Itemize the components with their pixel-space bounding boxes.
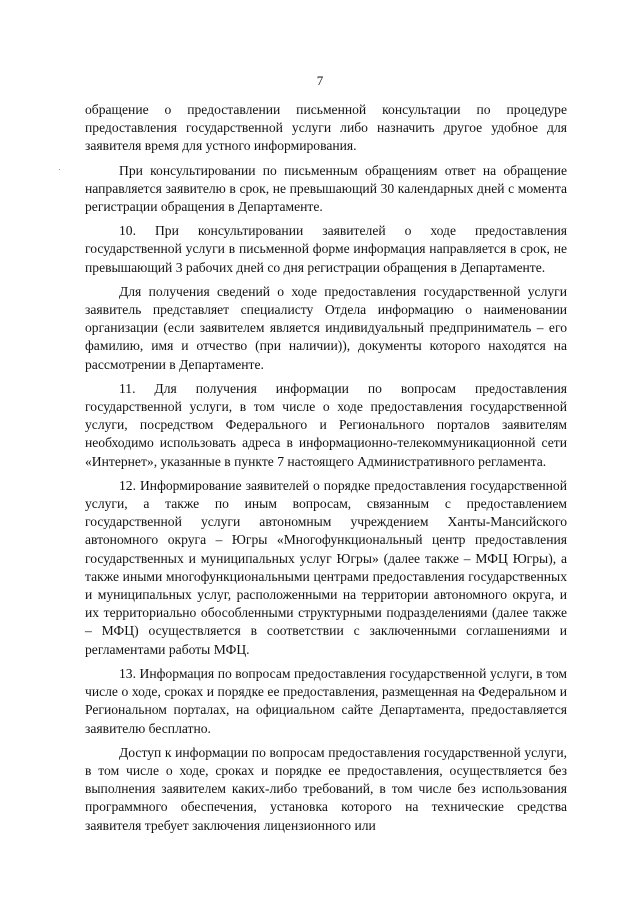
document-body (85, 101, 567, 835)
paragraph-item-10: 10. При консультировании заявителей о ходе предоставления государственной услуги в письменной форме информация направляется в срок, не превышающий 3 рабочих дней со дня регистрации обращения в Департаменте. (85, 223, 567, 275)
paragraph-item-12: 12. Информирование заявителей о порядке предоставления государственной услуги, а также по иным вопросам, связанным с предоставлением государственной услуги автономным учреждением Ханты-Мансийского автономного округа – Югры «Многофункциональный центр предоставления государственных и муниципальных услуг Югры» (далее также – МФЦ Югры), а также иными многофункциональными центрами предоставления государственных и муниципальных услуг, расположенными на территории автономного округа, и их территориально обособленными структурными подразделениями (далее также – МФЦ) осуществляется в соответствии с заключенными соглашениями и регламентами работы МФЦ. (85, 477, 567, 657)
paragraph-progress-info: Для получения сведений о ходе предоставления государственной услуги заявитель представляет специалисту Отдела информацию о наименовании организации (если заявителем является индивидуальный предприниматель – его фамилию, имя и отчество (при наличии)), документы которого находятся на рассмотрении в Департаменте. (85, 283, 567, 372)
paragraph-item-11: 11. Для получения информации по вопросам предоставления государственной услуги, в том числе о ходе предоставления государственной услуги, посредством Федерального и Регионального порталов заявителям необходимо использовать адреса в информационно-телекоммуникационной сети «Интернет», указанные в пункте 7 настоящего Административного регламента. (85, 380, 567, 469)
paragraph-continuation: обращение о предоставлении письменной консультации по процедуре предоставления государственной услуги либо назначить другое удобное для заявителя время для устного информирования. (85, 102, 567, 154)
paragraph-item-13: 13. Информация по вопросам предоставления государственной услуги, в том числе о ходе, сроках и порядке ее предоставления, размещенная на Федеральном и Региональном порталах, на официальном сайте Департамента, предоставляется заявителю бесплатно. (85, 665, 567, 736)
scan-speck (59, 169, 60, 170)
page-number: 7 (316, 73, 324, 88)
paragraph-access-info: Доступ к информации по вопросам предоставления государственной услуги, в том числе о ходе, сроках и порядке ее предоставления, осуществляется без выполнения заявителем каких-либо требований, в том числе без использования программного обеспечения, установка которого на технические средства заявителя требует заключения лицензионного или (85, 744, 567, 833)
paragraph-written-response-term: При консультировании по письменным обращениям ответ на обращение направляется заявителю в срок, не превышающий 30 календарных дней с момента регистрации обращения в Департаменте. (85, 162, 567, 215)
